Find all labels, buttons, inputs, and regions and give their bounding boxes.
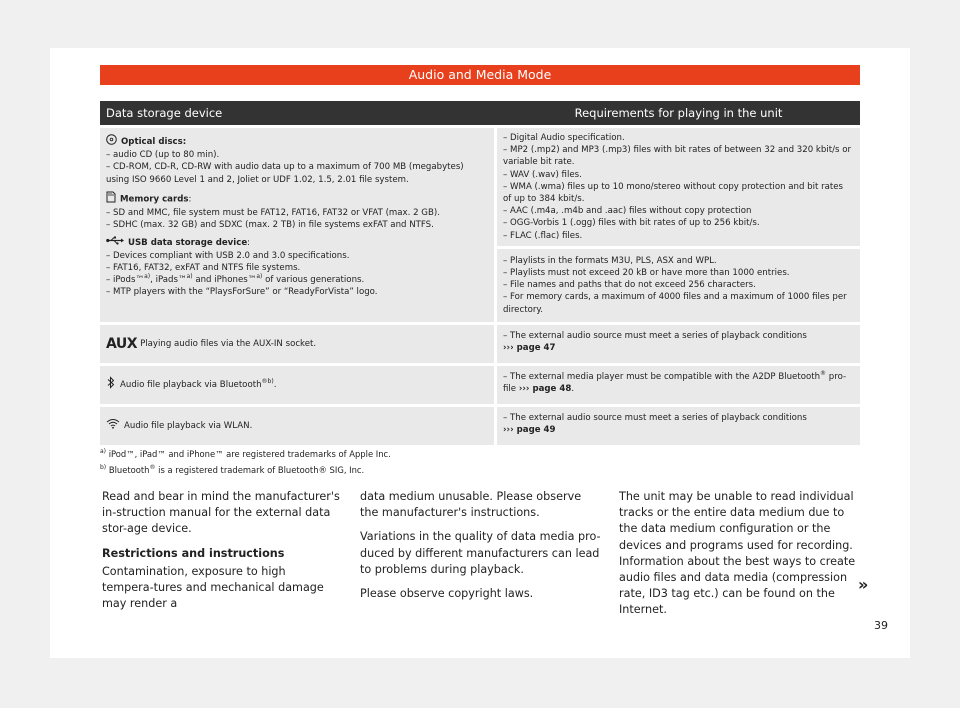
bluetooth-cell [100, 366, 497, 404]
optical-line-2: – CD-ROM, CD-R, CD-RW with audio data up to a maximum of 700 MB (megabytes) using ISO 9660 Level 1 and 2, Joliet or UDF 1.02, 1.5, 2.01 file system. [106, 162, 464, 185]
body-column-3 [619, 489, 863, 627]
ipads-sup: a) [186, 273, 193, 281]
footnote-b-text-end: is a registered trademark of Bluetooth® SIG, Inc. [155, 465, 365, 475]
bluetooth-req-end: . [571, 384, 575, 395]
section-heading: Restrictions and instructions [102, 546, 285, 560]
bluetooth-text-end: . [273, 379, 277, 390]
memory-line-2: – SDHC (max. 32 GB) and SDXC (max. 2 TB) in file systems exFAT and NTFS. [106, 220, 434, 231]
usb-ipods-line [106, 274, 488, 286]
iphones-text: and iPhones™ [192, 275, 257, 286]
body-paragraph: Read and bear in mind the manufacturer's in-struction manual for the external data stor-age device. [102, 490, 340, 536]
body-paragraph: Contamination, exposure to high tempera-tures and mechanical damage may render a [102, 564, 324, 611]
requirement-line: – FLAC (.flac) files. [503, 230, 583, 241]
footnote-a-mark: a) [100, 448, 107, 456]
wifi-icon [106, 418, 120, 433]
optical-title: Optical discs: [121, 137, 187, 148]
usb-mtp-line: – MTP players with the “PlaysForSure” or “ReadyForVista” logo. [106, 287, 378, 298]
wlan-cell [100, 407, 497, 445]
disc-icon [106, 134, 117, 149]
footnote-b-sup: ® [149, 464, 156, 472]
body-paragraph: Variations in the quality of data media pro-duced by different manufacturers can lead to problems during playback. [360, 530, 601, 576]
bluetooth-requirement [503, 371, 854, 395]
page-number: 39 [874, 619, 888, 632]
bluetooth-req-tail: pro-file [503, 371, 847, 395]
column-header-requirements: Requirements for playing in the unit [574, 106, 783, 120]
requirements-playlists-cell [497, 246, 860, 322]
aux-page-link[interactable]: ››› page 47 [503, 343, 556, 354]
bluetooth-requirement-cell [497, 366, 860, 404]
table-row [100, 125, 860, 322]
wlan-text: Audio file playback via WLAN. [124, 420, 253, 431]
requirement-line: – Digital Audio specification. [503, 133, 625, 143]
memory-line-1: – SD and MMC, file system must be FAT12, FAT16, FAT32 or VFAT (max. 2 GB). [106, 208, 440, 219]
ipods-text: – iPods™ [106, 275, 145, 286]
requirement-line: – For memory cards, a maximum of 4000 files and a maximum of 1000 files per directory. [503, 292, 847, 315]
requirement-line: – WMA (.wma) files up to 10 mono/stereo without copy protection and bit rates of up to 384 kbit/s. [503, 181, 844, 205]
aux-text: Playing audio files via the AUX-IN socket. [140, 338, 317, 349]
bluetooth-text-main: Audio file playback via Bluetooth [120, 379, 262, 390]
requirement-line: – Playlists in the formats M3U, PLS, ASX and WPL. [503, 255, 717, 266]
requirement-line: – MP2 (.mp2) and MP3 (.mp3) files with bit rates of between 32 and 320 kbit/s or variable bit rate. [503, 145, 852, 168]
footnote-a [100, 448, 860, 460]
body-column-2 [360, 489, 602, 610]
footnote-a-text: iPod™, iPad™ and iPhone™ are registered trademarks of Apple Inc. [108, 449, 391, 459]
ipods-sup: a) [144, 273, 151, 281]
usb-icon [106, 236, 124, 249]
body-paragraph: Please observe copyright laws. [360, 587, 534, 601]
generations-text: of various generations. [262, 275, 365, 286]
aux-requirement-cell [497, 325, 860, 363]
table-row [100, 404, 860, 445]
requirements-formats-cell [497, 128, 860, 246]
usb-line-1: – Devices compliant with USB 2.0 and 3.0 specifications. [106, 250, 350, 261]
requirement-line: – WAV (.wav) files. [503, 169, 582, 180]
table-row [100, 363, 860, 404]
bluetooth-req-main: – The external media player must be compatible with the A2DP Bluetooth [503, 371, 821, 382]
table-header [100, 101, 860, 125]
requirement-line: – Playlists must not exceed 20 kB or have more than 1000 entries. [503, 268, 790, 279]
bluetooth-page-link[interactable]: ››› page 48 [518, 384, 572, 395]
bluetooth-text [120, 379, 276, 391]
requirement-line: – AAC (.m4a, .m4b and .aac) files without copy protection [503, 206, 752, 217]
storage-table [100, 101, 860, 445]
body-paragraph: The unit may be unable to read individual tracks or the entire data medium due to the data medium configuration or the devices and programs used for recording. Information about the best ways to create audio files and data media (compression rate, ID3 tag etc.) can be found on the Internet. [619, 490, 856, 617]
body-column-1 [102, 489, 340, 620]
footnote-b [100, 464, 860, 476]
wlan-requirement-cell [497, 407, 860, 445]
usb-title: USB data storage device [128, 238, 248, 249]
continue-marker: » [858, 575, 869, 594]
section-header: Audio and Media Mode [100, 65, 860, 85]
aux-icon: AUX [106, 335, 138, 352]
storage-types-cell: Optical discs: – audio CD (up to 80 min). – CD-ROM, CD-R, CD-RW with audio data up to a maximum of 700 MB (megabytes) using ISO 9660 Level 1 and 2, Joliet or UDF 1.02, 1.5, 2.01 file system. Memory cards: – SD and MMC, file system must be FAT12, FAT16, FAT32 or VFAT (max. 2 GB). – SDHC (max. 32 GB) and SDXC (max. 2 TB) in file systems exFAT and NTFS. USB data storage device: – Devices compliant with USB 2.0 and 3.0 specifications. – FAT16, FAT32, exFAT and NTFS file systems. – iPods™$^{a)}$, iPads™$^{a)}$ and iPhones™$^{a)}$ of various generations. – MTP players with the “PlaysForSure” or “ReadyForVista” logo. [100, 128, 497, 322]
requirement-line: – File names and paths that do not exceed 256 characters. [503, 280, 756, 291]
usb-line-2: – FAT16, FAT32, exFAT and NTFS file systems. [106, 262, 301, 273]
footnote-b-mark: b) [100, 464, 107, 472]
footnotes [100, 448, 860, 480]
memory-card-icon [106, 191, 116, 207]
aux-requirement: – The external audio source must meet a series of playback conditions [503, 330, 807, 341]
body-paragraph: data medium unusable. Please observe the manufacturer's instructions. [360, 490, 582, 520]
bluetooth-sup: ®b) [261, 377, 274, 385]
ipads-text: , iPads™ [150, 275, 187, 286]
memory-title: Memory cards [120, 194, 189, 205]
wlan-page-link[interactable]: ››› page 49 [503, 425, 556, 436]
bluetooth-req-sup: ® [820, 369, 827, 377]
optical-line-1: – audio CD (up to 80 min). [106, 150, 220, 161]
column-header-storage: Data storage device [106, 106, 223, 120]
requirement-line: – OGG-Vorbis 1 (.ogg) files with bit rates of up to 256 kbit/s. [503, 218, 760, 229]
iphones-sup: a) [256, 273, 263, 281]
bluetooth-icon [106, 376, 116, 393]
aux-cell [100, 325, 497, 363]
footnote-b-text: Bluetooth [108, 465, 150, 475]
wlan-requirement: – The external audio source must meet a series of playback conditions [503, 412, 807, 423]
table-row [100, 322, 860, 363]
